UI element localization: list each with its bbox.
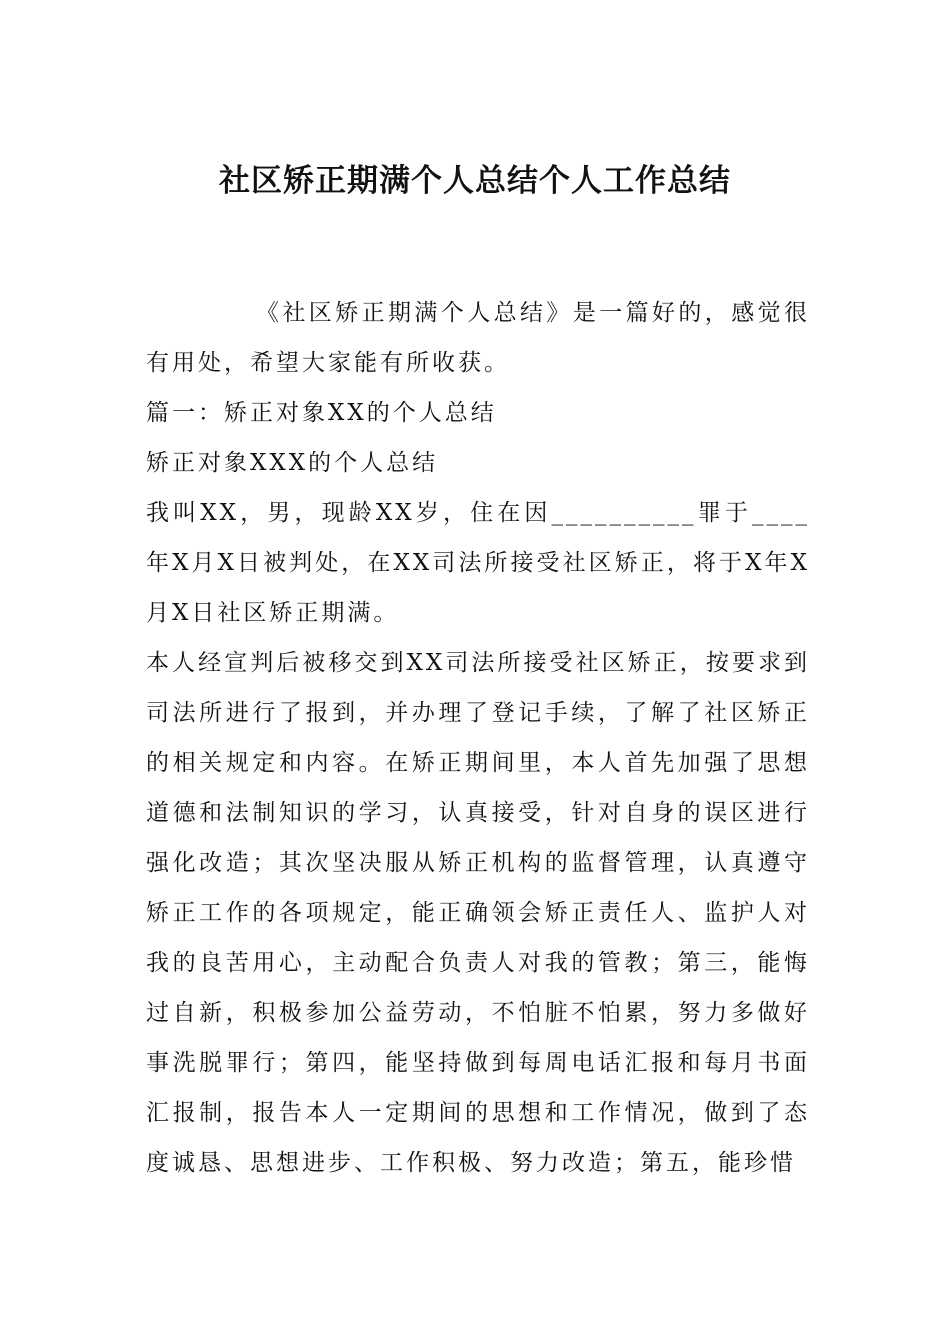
body-paragraph: 本人经宣判后被移交到XX司法所接受社区矫正，按要求到司法所进行了报到，并办理了登记手续，了解了社区矫正的相关规定和内容。在矫正期间里，本人首先加强了思想道德和法制知识的学习，认真接受，针对自身的误区进行强化改造；其次坚决服从矫正机构的监督管理，认真遵守矫正工作的各项规定，能正确领会矫正责任人、监护人对我的良苦用心，主动配合负责人对我的管教；第三，能悔过自新，积极参加公益劳动，不怕脏不怕累，努力多做好事洗脱罪行；第四，能坚持做到每周电话汇报和每月书面汇报制，报告本人一定期间的思想和工作情况，做到了态度诚恳、思想进步、工作积极、努力改造；第五，能珍惜 [146, 650, 810, 1176]
document-title: 社区矫正期满个人总结个人工作总结 [219, 163, 731, 199]
document-body [146, 288, 810, 1188]
intro-paragraph: 《社区矫正期满个人总结》是一篇好的，感觉很有用处，希望大家能有所收获。 [146, 300, 810, 376]
section-heading: 篇一：矫正对象XX的个人总结 [146, 400, 497, 426]
body-paragraph: 我叫XX，男，现龄XX岁，住在因__________罪于____年X月X日被判处，在XX司法所接受社区矫正，将于X年X月X日社区矫正期满。 [146, 500, 810, 626]
subsection-heading: 矫正对象XXX的个人总结 [146, 450, 439, 476]
